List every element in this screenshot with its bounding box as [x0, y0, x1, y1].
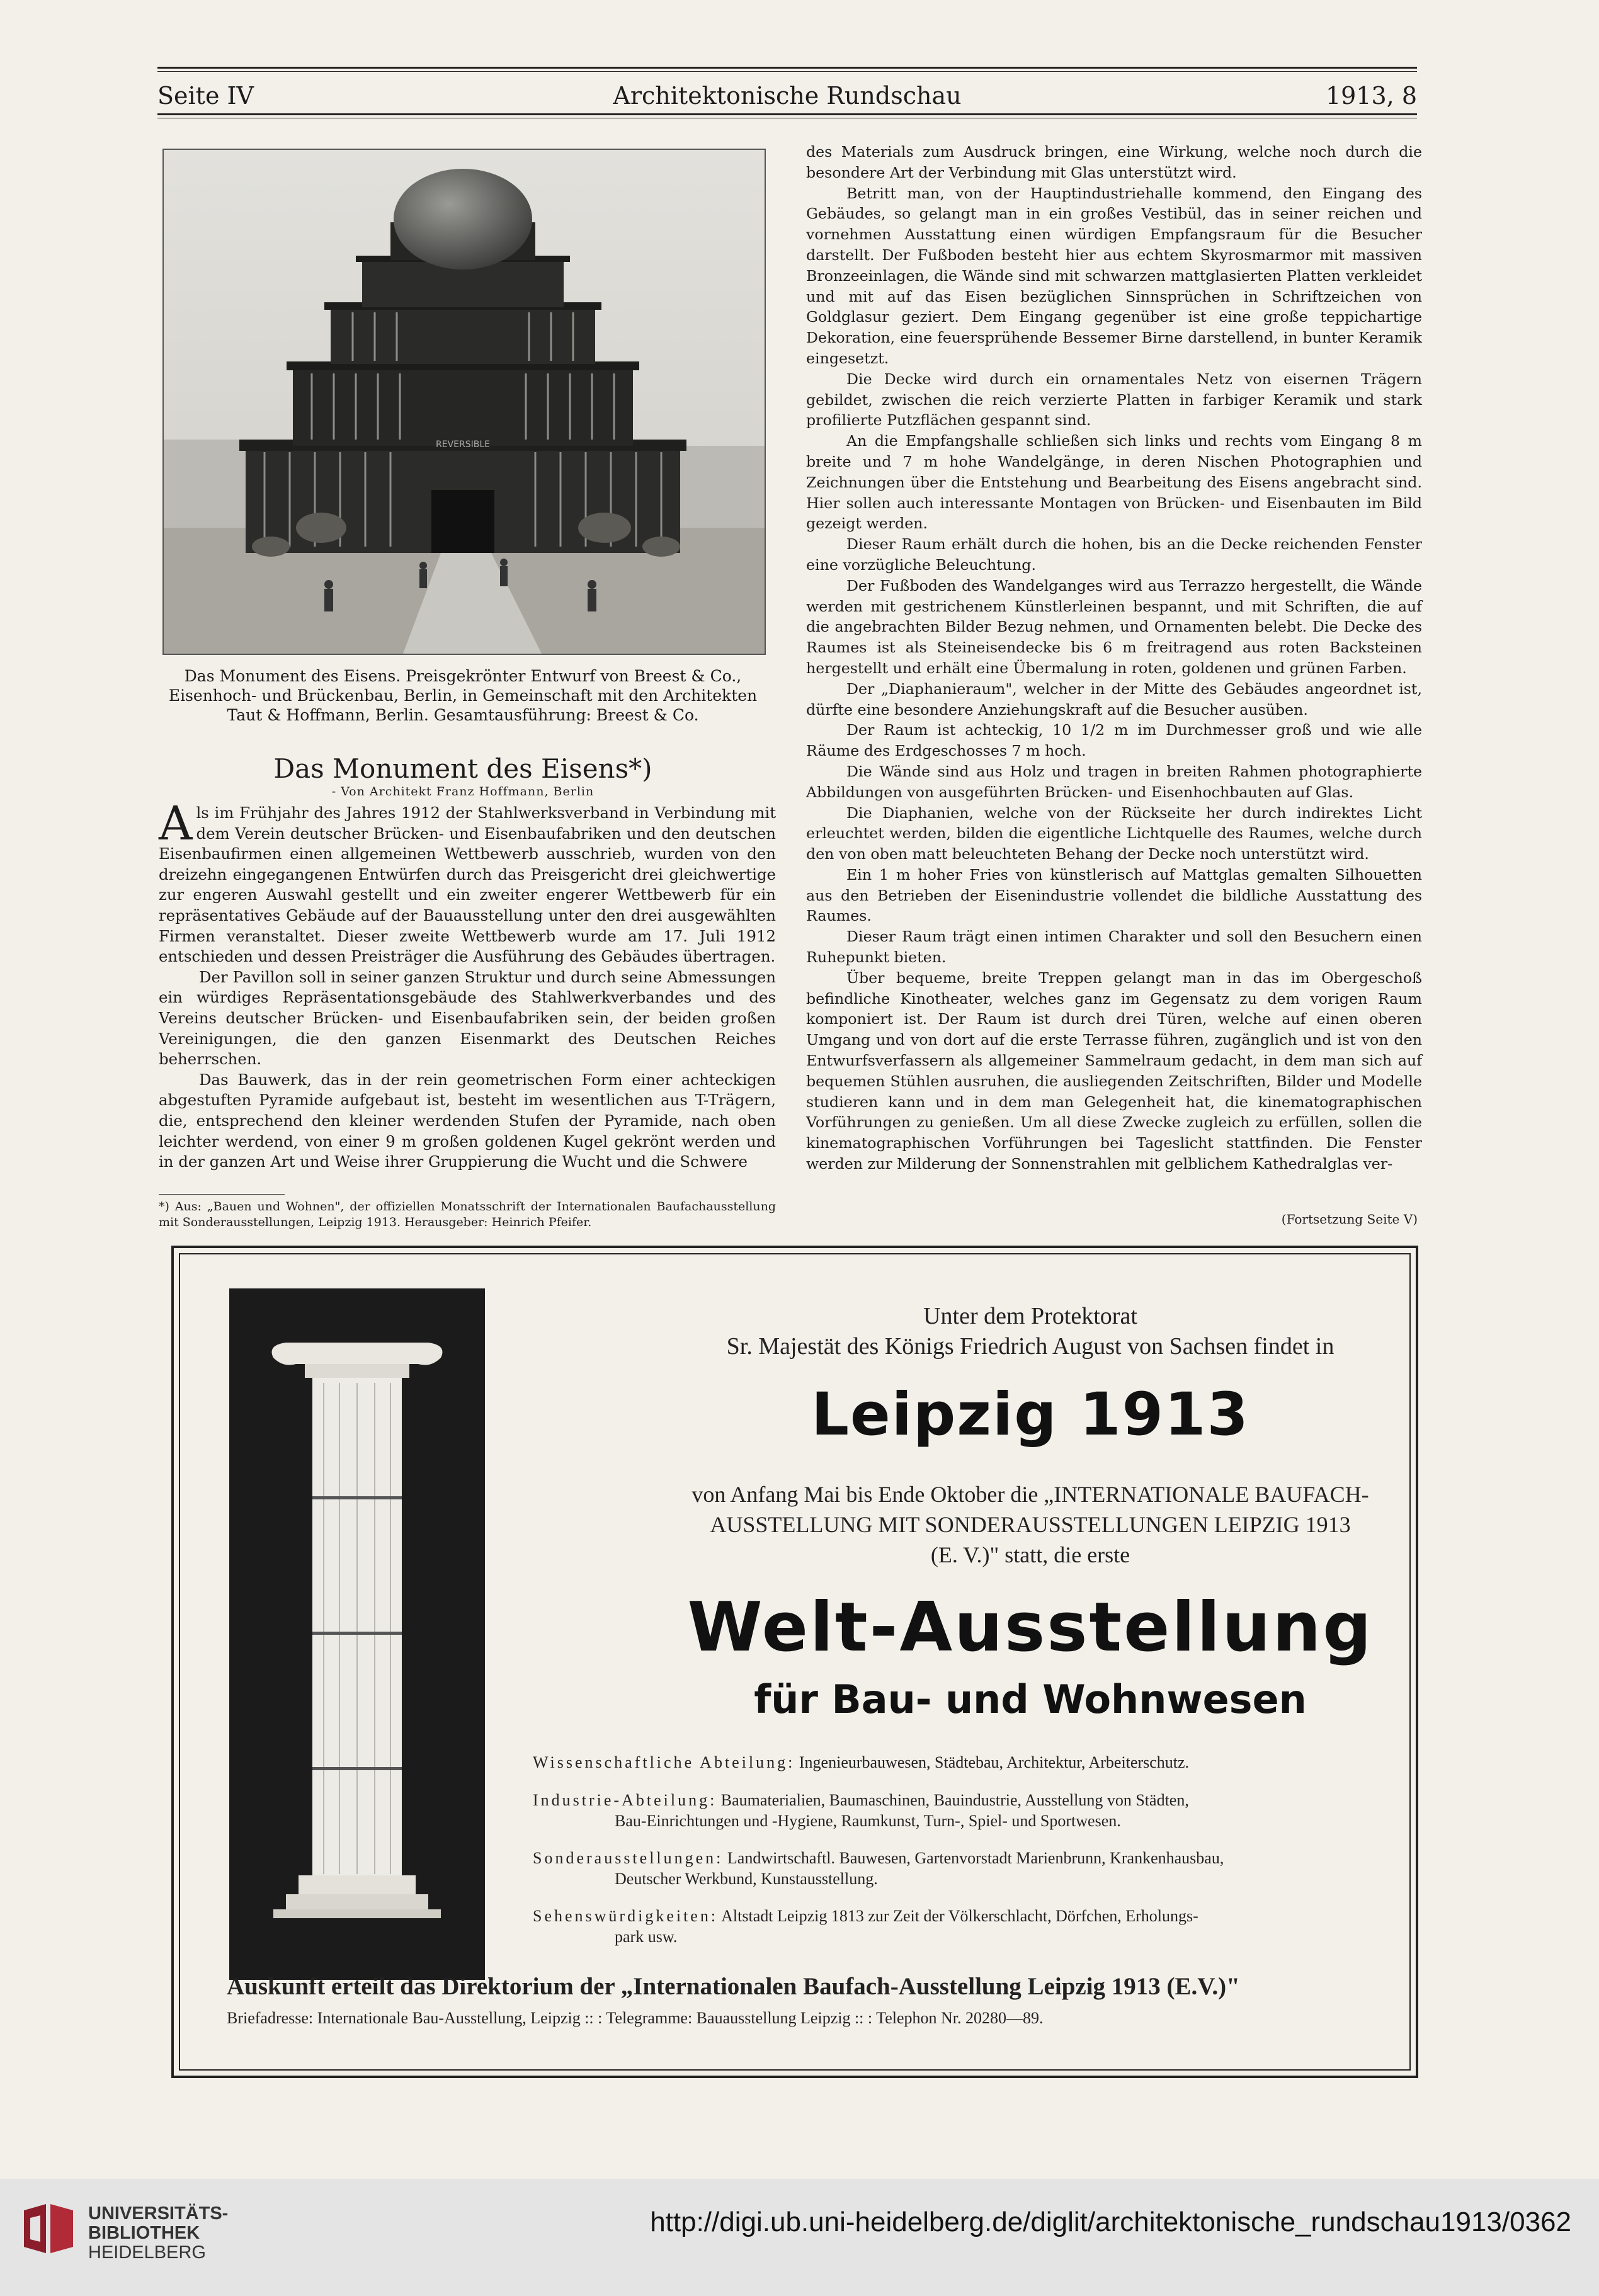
paragraph: Das Bauwerk, das in der rein geometrischen Form einer achteckigen abgestuften Pyramide aufgebaut ist, besteht im wesentlichen aus T-Trägern, die, entsprechend den kleiner werdenden Stufen der Pyramide, nach oben leichter werdend, von einer 9 m großen goldenen Kugel gekrönt werden und in der ganzen Art und Weise ihrer Gruppierung die Wucht und die Schwere: [159, 1070, 776, 1171]
page-number: Seite IV: [157, 82, 254, 110]
paragraph: Dieser Raum trägt einen intimen Charakter und soll den Besuchern einen Ruhepunkt bieten.: [806, 928, 1422, 967]
article-left-column: [159, 797, 776, 1173]
article-author: - Von Architekt Franz Hoffmann, Berlin: [331, 785, 595, 798]
figure-caption: Das Monument des Eisens. Preisgekrönter Entwurf von Breest & Co., Eisenhoch- und Brückenbau, Berlin, in Gemeinschaft mit den Architekten Taut & Hoffmann, Berlin. Gesamtausführung: Breest & Co.: [168, 667, 758, 724]
ad-contact: Briefadresse: Internationale Bau-Ausstellung, Leipzig :: : Telegramme: Bauausstellung Leipzig :: : Telephon Nr. 20280—89.: [227, 2009, 1044, 2027]
monument-illustration: [164, 150, 765, 654]
footnote: *) Aus: „Bauen und Wohnen", der offiziellen Monatsschrift der Internationalen Baufachausstellung mit Sonderausstellungen, Leipzig 1913. Herausgeber: Heinrich Pfeifer.: [159, 1200, 776, 1229]
permalink-url[interactable]: http://digi.ub.uni-heidelberg.de/diglit/architektonische_rundschau1913/0362: [650, 2207, 1571, 2237]
paragraph: Die Diaphanien, welche von der Rückseite her durch indirektes Licht erleuchtet werden, bilden die eigentliche Lichtquelle des Raumes, welche durch den von oben matt beleuchteten Behang der Decke noch unterstützt wird.: [806, 804, 1422, 863]
paragraph: Die Wände sind aus Holz und tragen in breiten Rahmen photographierte Abbildungen von ausgeführten Brücken- und Eisenhochbauten auf Glas.: [806, 762, 1422, 801]
paragraph: Der Pavillon soll in seiner ganzen Struktur und durch seine Abmessungen ein würdiges Repräsentationsgebäude des Stahlwerkverbandes und des Vereins deutscher Brücken- und Eisenbaufabriken sein, der beiden großen Vereinigungen, die den ganzen Eisenmarkt des Deutschen Reiches beherrschen.: [159, 967, 776, 1069]
footnote-rule: [159, 1194, 285, 1195]
paragraph: Die Decke wird durch ein ornamentales Netz von eisernen Trägern gebildet, zwischen die reich verzierte Platten in farbiger Keramik und stark profilierte Putzflächen gespannt sind.: [806, 370, 1422, 429]
ad-body-line: AUSSTELLUNG MIT SONDERAUSSTELLUNGEN LEIPZIG 1913: [710, 1512, 1351, 1537]
ad-protectorate: Unter dem Protektorat: [923, 1303, 1137, 1329]
advertisement-box: [171, 1246, 1418, 2078]
column-illustration: [229, 1288, 485, 1980]
pavilion-sign: REVERSIBLE: [436, 440, 490, 450]
paragraph: des Materials zum Ausdruck bringen, eine Wirkung, welche noch durch die besondere Art der Verbindung mit Glas unterstützt wird.: [806, 143, 1422, 181]
running-header: [157, 77, 1417, 115]
drop-cap: A: [159, 797, 193, 851]
paragraph: Als im Frühjahr des Jahres 1912 der Stahlwerksverband in Verbindung mit dem Verein deutscher Brücken- und Eisenbaufabriken und den deutschen Eisenbaufirmen einen allgemeinen Wettbewerb ausschrieb, wurden von den dreizehn eingegangenen Entwürfen durch das Preisgericht drei gleichwertige zur engeren Auswahl gestellt und ein zweiter engerer Wettbewerb für ein repräsentatives Gebäude auf der Bauausstellung unter den drei ausgewählten Firmen veranstaltet. Dieser zweite Wettbewerb wurde am 17. Juli 1912 entschieden und dessen Preisträger die Ausführung des Gebäudes übertragen.: [159, 797, 776, 966]
issue-number: 1913, 8: [1325, 82, 1417, 110]
ad-section: Sehenswürdigkeiten: Altstadt Leipzig 1813 zur Zeit der Völkerschlacht, Dörfchen, Erholungs- park usw.: [533, 1907, 1198, 1946]
paragraph: Betritt man, von der Hauptindustriehalle kommend, den Eingang des Gebäudes, so gelangt man in ein großes Vestibül, das in seiner reichen und vornehmen Ausstattung einen würdigen Empfangsraum für die Besucher darstellt. Der Fußboden besteht hier aus echtem Skyrosmarmor mit massiven Bronzeeinlagen, die Wände sind mit schwarzen mattglasierten Platten verkleidet und mit auf das Eisen bezüglichen Sinnsprüchen in Schriftzeichen von Goldglasur geziert. Dem Eingang gegenüber ist eine große teppichartige Dekoration, eine feuersprühende Bessemer Birne darstellend, in bunter Keramik eingesetzt.: [806, 184, 1422, 367]
top-rule: [157, 67, 1417, 69]
ad-body-line: (E. V.)" statt, die erste: [930, 1542, 1130, 1567]
header-rule: [157, 113, 1417, 115]
ad-body-line: von Anfang Mai bis Ende Oktober die „INTERNATIONALE BAUFACH-: [691, 1482, 1369, 1507]
paragraph: Der „Diaphanieraum", welcher in der Mitte des Gebäudes angeordnet ist, dürfte eine besondere Anziehungskraft auf die Besucher ausüben.: [806, 679, 1422, 719]
article-right-column: [806, 142, 1422, 1174]
paragraph: Der Fußboden des Wandelganges wird aus Terrazzo hergestellt, die Wände werden mit gestrichenem Künstlerleinen bespannt, und mit Schriften, die auf die angebrachten Bilder Bezug nehmen, und Ornamenten belebt. Die Decke des Raumes ist als Steineisendecke bis 6 m freitragend aus roten Backsteinen hergestellt und erhält eine Übermalung in roten, goldenen und grünen Farben.: [806, 576, 1422, 677]
paragraph: Dieser Raum erhält durch die hohen, bis an die Decke reichenden Fenster eine vorzügliche Beleuchtung.: [806, 535, 1422, 574]
ad-section: Sonderausstellungen: Landwirtschaftl. Bauwesen, Gartenvorstadt Marienbrunn, Krankenhausbau, Deutscher Werkbund, Kunstausstellung.: [533, 1849, 1224, 1888]
ad-information: Auskunft erteilt das Direktorium der „Internationalen Baufach-Ausstellung Leipzig 1913 (E.V.)": [227, 1973, 1240, 2000]
paragraph: Der Raum ist achteckig, 10 1/2 m im Durchmesser groß und wie alle Räume des Erdgeschosses 7 m hoch.: [806, 721, 1422, 760]
ad-king-line: Sr. Majestät des Königs Friedrich August von Sachsen findet in: [726, 1333, 1334, 1360]
continued-note: (Fortsetzung Seite V): [1281, 1212, 1418, 1227]
ionic-column-icon: [229, 1288, 485, 1980]
ad-headline: Leipzig 1913: [811, 1380, 1249, 1449]
paragraph: Ein 1 m hoher Fries von künstlerisch auf Mattglas gemalten Silhouetten aus den Betrieben der Eisenindustrie vollendet die bildliche Ausstattung des Raumes.: [806, 865, 1422, 925]
paragraph: Über bequeme, breite Treppen gelangt man in das im Obergeschoß befindliche Kinotheater, welches ganz im Gegensatz zu dem vorigen Raum komponiert ist. Der Raum ist durch drei Türen, welche auf einen oberen Umgang und von dort auf die erste Terrasse führen, zugänglich und ist von den Entwurfsverfassern als allgemeiner Sammelraum gedacht, in dem man sich auf bequemen Stühlen ausruhen, die ausliegenden Zeitschriften, Bilder und Modelle studieren kann und in dem man Gelegenheit hat, die kinematographischen Vorführungen zu genießen. Um all diese Zwecke zugleich zu erfüllen, sollen die kinematographischen Vorführungen bei Tageslicht stattfinden. Die Fenster werden zur Milderung der Sonnenstrahlen mit gelblichem Kathedralglas ver-: [806, 969, 1422, 1173]
ad-world-exhibition: Welt-Ausstellung: [687, 1588, 1374, 1667]
ad-subheadline: für Bau- und Wohnwesen: [754, 1676, 1307, 1722]
ad-section: Wissenschaftliche Abteilung: Ingenieurbauwesen, Städtebau, Architektur, Arbeiterschutz.: [533, 1753, 1190, 1771]
monument-photo: [162, 149, 766, 655]
library-name: UNIVERSITÄTS- BIBLIOTHEK HEIDELBERG: [88, 2203, 229, 2263]
library-logo-icon[interactable]: [18, 2198, 81, 2263]
article-title: Das Monument des Eisens*): [273, 753, 652, 784]
journal-title: Architektonische Rundschau: [613, 82, 962, 110]
top-rule-thin: [157, 71, 1417, 72]
paragraph: An die Empfangshalle schließen sich links und rechts vom Eingang 8 m breite und 7 m hohe Wandelgänge, in deren Nischen Photographien und Zeichnungen über die Entstehung und Bearbeitung des Eisens angebracht sind. Hier sollen auch interessante Montagen von Brücken- und Eisenbauten im Bild gezeigt werden.: [806, 432, 1422, 533]
ad-section: Industrie-Abteilung: Baumaterialien, Baumaschinen, Bauindustrie, Ausstellung von Städten, Bau-Einrichtungen und -Hygiene, Raumkunst, Turn-, Spiel- und Sportwesen.: [533, 1791, 1189, 1830]
